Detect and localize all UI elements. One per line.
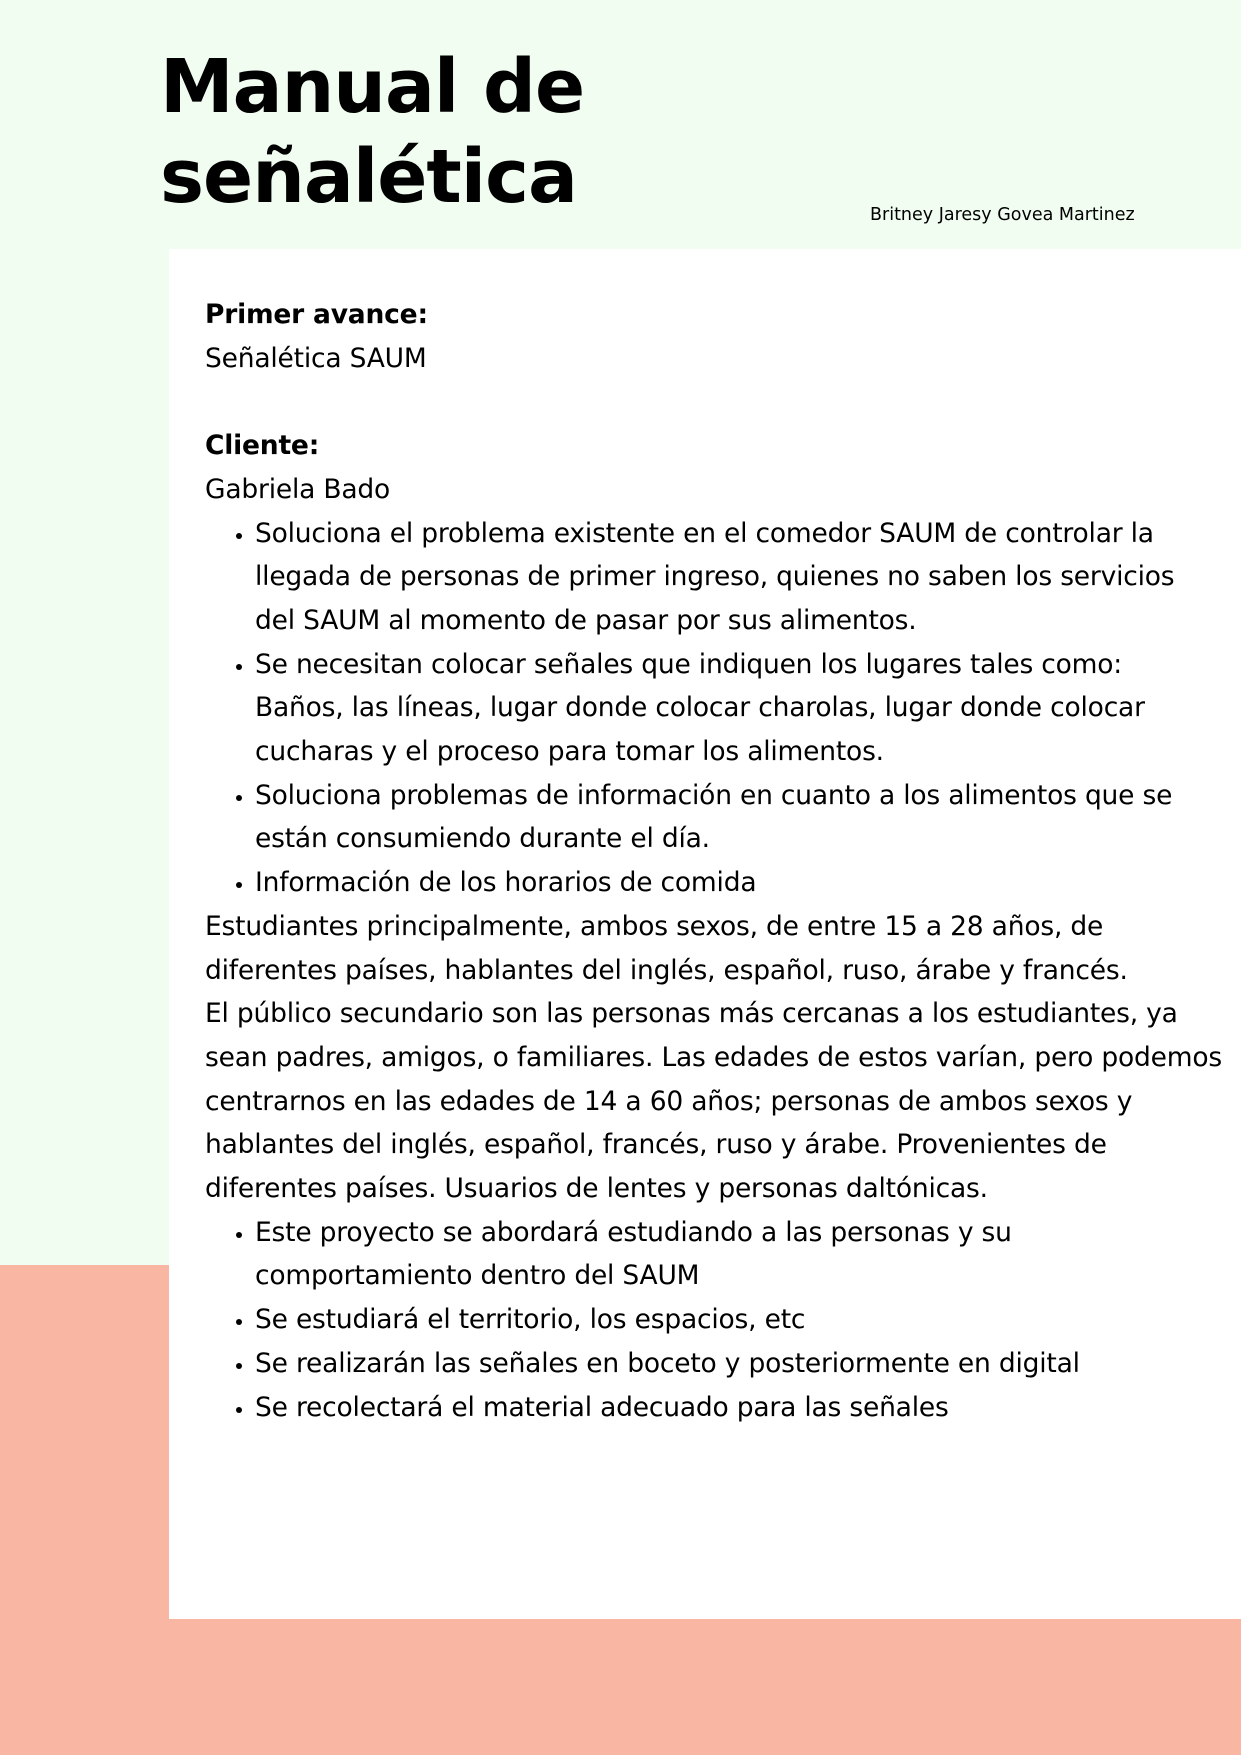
list-item: • Información de los horarios de comida (255, 861, 1241, 905)
title-line-1: Manual de (160, 44, 585, 130)
list-item: • Se realizarán las señales en boceto y posteriormente en digital (255, 1342, 1241, 1386)
methodology-list (205, 1211, 1241, 1430)
page-title (160, 42, 860, 222)
cliente-label: Cliente: (205, 430, 320, 462)
list-item: • Se estudiará el territorio, los espacios, etc (255, 1298, 1241, 1342)
author-name: Britney Jaresy Govea Martinez (870, 205, 1135, 225)
secondary-audience-paragraph: El público secundario son las personas más cercanas a los estudiantes, ya sean padres, amigos, o familiares. Las edades de estos varían, pero podemos centrarnos en las edades de 14 a 60 años; personas de ambos sexos y hablantes del inglés, español, francés, ruso y árabe. Provenientes de diferentes países. Usuarios de lentes y personas daltónicas. (205, 998, 1223, 1205)
objectives-list (205, 512, 1241, 905)
list-item: • Soluciona problemas de información en cuanto a los alimentos que se están consumiendo durante el día. (255, 774, 1241, 861)
list-item: • Se recolectará el material adecuado para las señales (255, 1386, 1241, 1430)
cliente-value: Gabriela Bado (205, 473, 391, 505)
primer-avance-value: Señalética SAUM (205, 342, 427, 374)
list-item: • Soluciona el problema existente en el comedor SAUM de controlar la llegada de personas de primer ingreso, quienes no saben los servicios del SAUM al momento de pasar por sus alimentos. (255, 512, 1241, 643)
document-body (205, 293, 1241, 1429)
title-line-2: señalética (160, 134, 577, 220)
list-item: • Se necesitan colocar señales que indiquen los lugares tales como: Baños, las líneas, lugar donde colocar charolas, lugar donde colocar cucharas y el proceso para tomar los alimentos. (255, 643, 1241, 774)
list-item: • Este proyecto se abordará estudiando a las personas y su comportamiento dentro del SAUM (255, 1211, 1241, 1298)
spacer (205, 380, 1241, 424)
primer-avance-label: Primer avance: (205, 299, 428, 330)
primary-audience-paragraph: Estudiantes principalmente, ambos sexos, de entre 15 a 28 años, de diferentes países, hablantes del inglés, español, ruso, árabe y francés. (205, 910, 1128, 986)
